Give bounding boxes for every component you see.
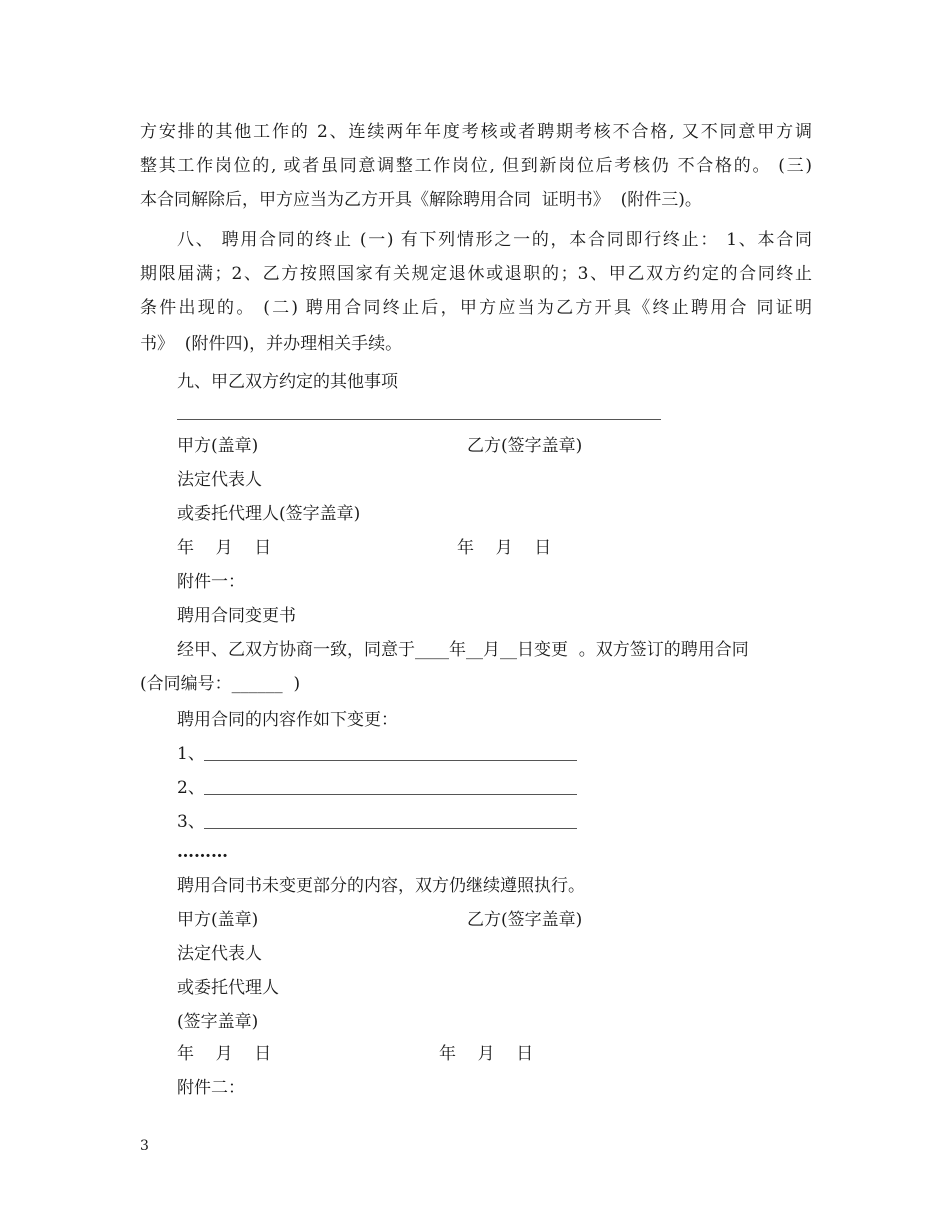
section8-line4: 书》 (附件四)，并办理相关手续。 (140, 334, 403, 354)
date-b-2: 年 月 日 (439, 1044, 534, 1064)
changes-intro: 聘用合同的内容作如下变更： (177, 710, 398, 730)
attachment1-body-line2: (合同编号：______ ) (140, 674, 301, 694)
section7-line3: 本合同解除后，甲方应当为乙方开具《解除聘用合同 证明书》 (附件三)。 (140, 190, 702, 210)
authorized-agent-2: 或委托代理人 (177, 978, 279, 998)
attachment1-title: 聘用合同变更书 (177, 606, 296, 626)
party-b-seal-2: 乙方(签字盖章) (467, 910, 583, 930)
ellipsis: ……… (177, 842, 228, 862)
authorized-agent: 或委托代理人(签字盖章) (177, 504, 361, 524)
attachment1-label: 附件一： (177, 572, 245, 592)
change-item-2-blank (204, 794, 577, 795)
change-item-1: 1、 (177, 744, 205, 764)
party-a-seal: 甲方(盖章) (177, 436, 259, 456)
section8-line1: 八、 聘用合同的终止 (一) 有下列情形之一的，本合同即行终止： 1、本合同 (177, 230, 812, 250)
section8-line2: 期限届满；2、乙方按照国家有关规定退休或退职的；3、甲乙双方约定的合同终止 (140, 264, 812, 284)
section8-line3: 条件出现的。 (二) 聘用合同终止后，甲方应当为乙方开具《终止聘用合 同证明 (140, 298, 812, 318)
party-a-seal-2: 甲方(盖章) (177, 910, 259, 930)
section7-line2: 整其工作岗位的, 或者虽同意调整工作岗位, 但到新岗位后考核仍 不合格的。 (三) (140, 156, 812, 176)
section7-line1: 方安排的其他工作的 2、连续两年年度考核或者聘期考核不合格, 又不同意甲方调 (140, 122, 812, 142)
signature-seal-2: (签字盖章) (177, 1012, 259, 1032)
change-item-3: 3、 (177, 812, 205, 832)
page-number: 3 (140, 1138, 149, 1154)
legal-representative: 法定代表人 (177, 470, 262, 490)
blank-line (177, 419, 661, 420)
attachment2-label: 附件二： (177, 1078, 245, 1098)
change-item-3-blank (204, 828, 577, 829)
date-b: 年 月 日 (457, 538, 552, 558)
change-item-1-blank (204, 760, 577, 761)
attachment1-body-line1: 经甲、乙双方协商一致，同意于____年__月__日变更 。双方签订的聘用合同 (177, 640, 749, 660)
date-a: 年 月 日 (177, 538, 272, 558)
party-b-seal: 乙方(签字盖章) (467, 436, 583, 456)
change-item-2: 2、 (177, 778, 205, 798)
unchanged-clause: 聘用合同书未变更部分的内容，双方仍继续遵照执行。 (177, 876, 585, 896)
date-a-2: 年 月 日 (177, 1044, 272, 1064)
legal-representative-2: 法定代表人 (177, 944, 262, 964)
section9-title: 九、甲乙双方约定的其他事项 (177, 372, 398, 392)
